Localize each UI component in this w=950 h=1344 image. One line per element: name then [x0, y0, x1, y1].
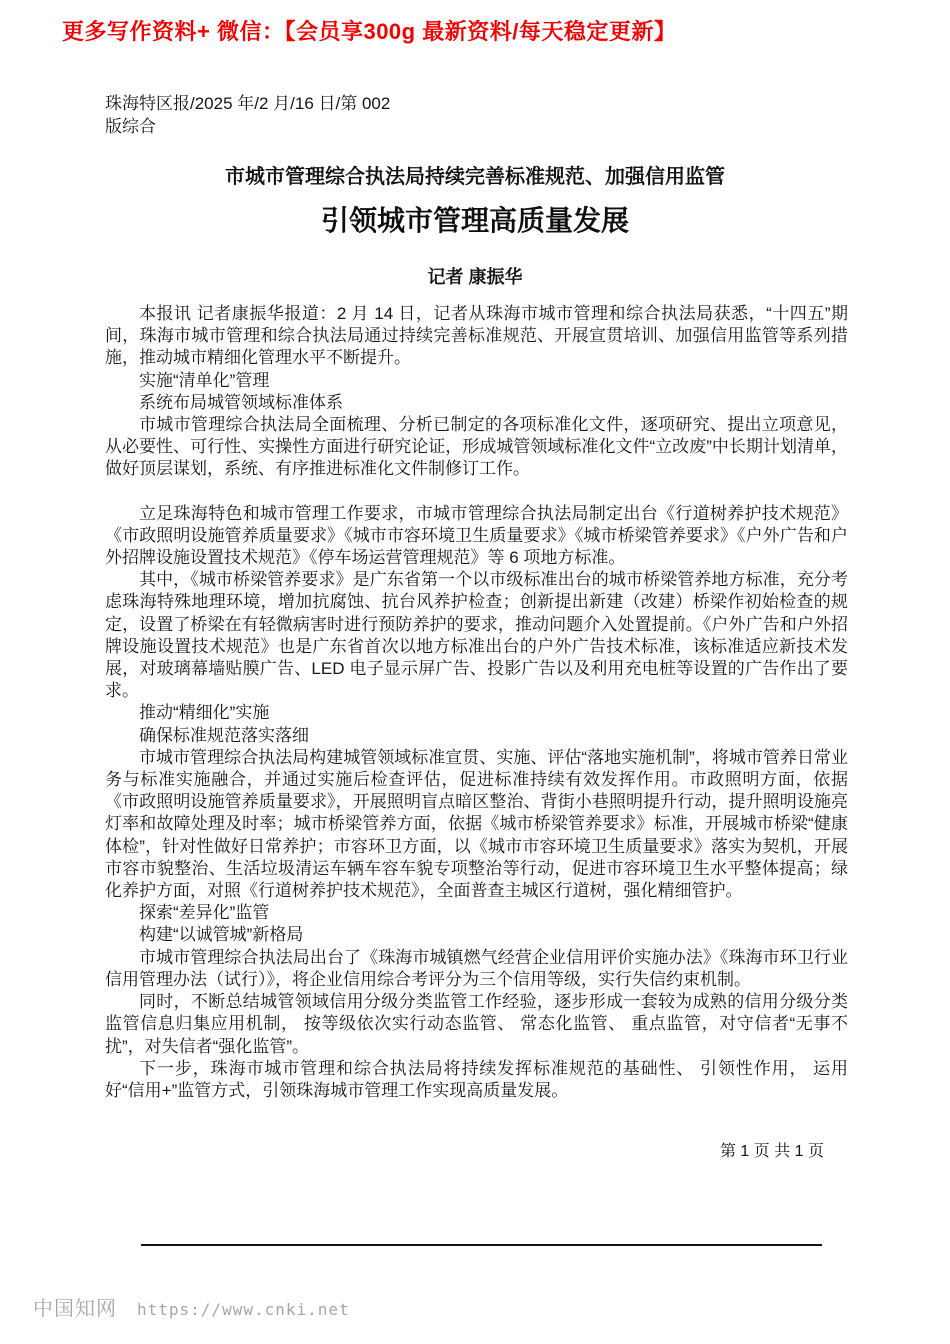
paragraph: 同时，不断总结城管领域信用分级分类监管工作经验，逐步形成一套较为成熟的信用分级分类监管信息归集应用机制， 按等级依次实行动态监管、 常态化监管、 重点监管，对守信者“无事不扰”，对失信者“强化监管”。 [105, 992, 848, 1056]
subhead: 系统布局城管领域标准体系 [139, 392, 343, 412]
subhead: 实施“清单化”管理 [139, 370, 270, 390]
cnki-watermark [33, 1292, 350, 1321]
paragraph: 本报讯 记者康振华报道：2 月 14 日，记者从珠海市城市管理和综合执法局获悉，“十四五”期间，珠海市城市管理和综合执法局通过持续完善标准规范、开展宣贯培训、加强信用监管等系列措施，推动城市精细化管理水平不断提升。 [105, 304, 848, 368]
paragraph: 其中，《城市桥梁管养要求》是广东省第一个以市级标准出台的城市桥梁管养地方标准，充分考虑珠海特殊地理环境，增加抗腐蚀、抗台风养护检查；创新提出新建（改建）桥梁作初始检查的规定，设置了桥梁在有轻微病害时进行预防养护的要求，推动问题介入处置提前。《户外广告和户外招牌设施设置技术规范》也是广东省首次以地方标准出台的户外广告技术标准，该标准适应新技术发展，对玻璃幕墙贴膜广告、LED 电子显示屏广告、投影广告以及利用充电桩等设置的广告作出了要求。 [105, 570, 848, 701]
subhead: 探索“差异化”监管 [139, 903, 270, 923]
paragraph: 市城市管理综合执法局构建城管领域标准宣贯、实施、评估“落地实施机制”，将城市管养日常业务与标准实施融合，并通过实施后检查评估，促进标准持续有效发挥作用。市政照明方面，依据《市政照明设施管养质量要求》，开展照明盲点暗区整治、背街小巷照明提升行动，提升照明设施亮灯率和故障处理及时率；城市桥梁管养方面，依据《城市桥梁管养要求》标准，开展城市桥梁“健康体检”，针对性做好日常养护；市容环卫方面，以《城市市容环境卫生质量要求》落实为契机，开展市容市貌整治、生活垃圾清运车辆车容车貌专项整治等行动，促进市容环境卫生水平整体提高；绿化养护方面，对照《行道树养护技术规范》，全面普查主城区行道树，强化精细管护。 [105, 747, 848, 901]
cnki-url: https://www.cnki.net [137, 1300, 350, 1319]
blank-line [105, 481, 848, 503]
article-kicker: 市城市管理综合执法局持续完善标准规范、加强信用监管 [225, 166, 725, 188]
article-body [105, 303, 848, 1102]
paragraph: 立足珠海特色和城市管理工作要求，市城市管理综合执法局制定出台《行道树养护技术规范》《市政照明设施管养质量要求》《城市市容环境卫生质量要求》《城市桥梁管养要求》《户外广告和户外招牌设施设置技术规范》《停车场运营管理规范》等 6 项地方标准。 [105, 503, 848, 568]
source-info [105, 92, 390, 138]
article-title: 引领城市管理高质量发展 [320, 205, 629, 236]
paragraph: 市城市管理综合执法局全面梳理、分析已制定的各项标准化文件，逐项研究、提出立项意见，从必要性、可行性、实操性方面进行研究论证，形成城管领域标准化文件“立改废”中长期计划清单，做好顶层谋划，系统、有序推进标准化文件制修订工作。 [105, 415, 848, 479]
page-number: 第 1 页 共 1 页 [719, 1143, 824, 1160]
source-line-2: 版综合 [105, 117, 156, 136]
promo-banner-text: 更多写作资料+ 微信：【会员享300g 最新资料/每天稳定更新】 [62, 19, 677, 44]
source-line-1: 珠海特区报/2025 年/2 月/16 日/第 002 [105, 94, 391, 113]
subhead: 确保标准规范落实落细 [139, 725, 309, 745]
footer-divider [141, 1244, 822, 1246]
article-byline: 记者 康振华 [427, 267, 523, 287]
cnki-site-name: 中国知网 [33, 1298, 117, 1320]
subhead: 构建“以诚管城”新格局 [139, 925, 304, 945]
paragraph: 市城市管理综合执法局出台了《珠海市城镇燃气经营企业信用评价实施办法》《珠海市环卫行业信用管理办法（试行）》，将企业信用综合考评分为三个信用等级，实行失信约束机制。 [105, 947, 848, 989]
subhead: 推动“精细化”实施 [139, 703, 270, 723]
paragraph: 下一步，珠海市城市管理和综合执法局将持续发挥标准规范的基础性、 引领性作用， 运用好“信用+”监管方式，引领珠海城市管理工作实现高质量发展。 [105, 1058, 848, 1100]
